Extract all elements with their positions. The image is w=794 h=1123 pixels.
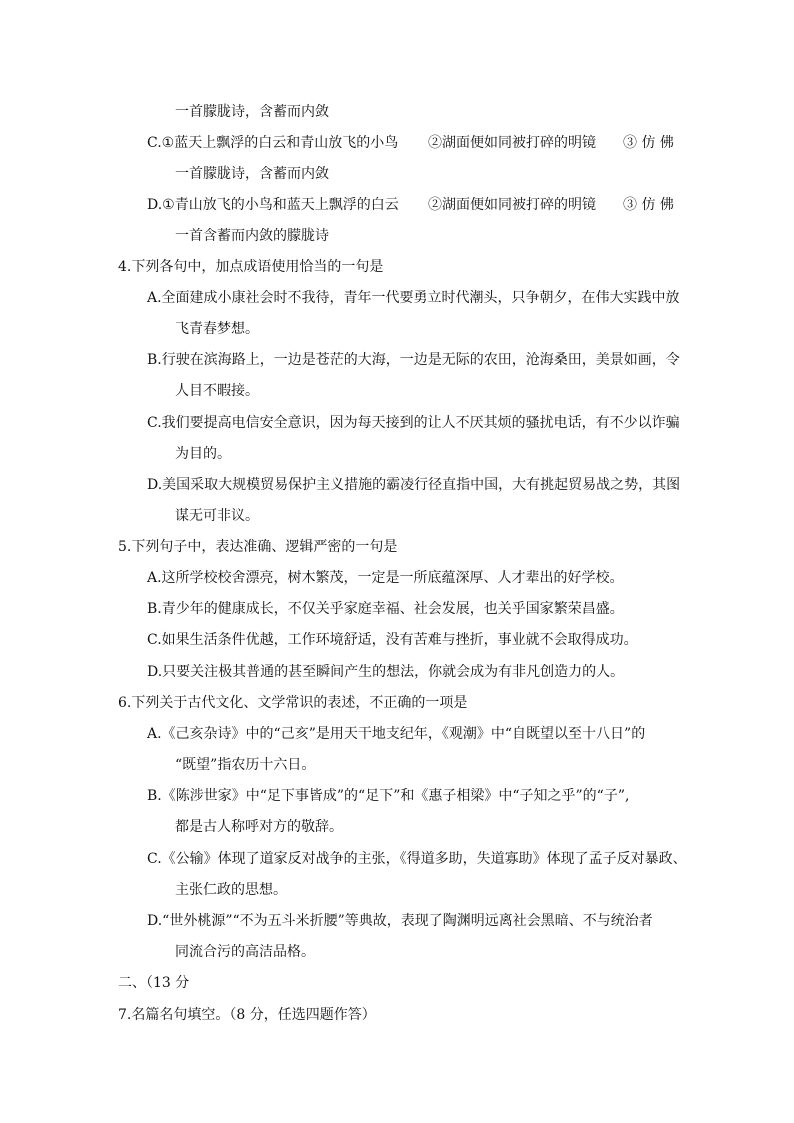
q6-option-c-line2: 主张仁政的思想。	[175, 882, 287, 898]
q6-option-d-line2: 同流合污的高洁品格。	[175, 944, 315, 960]
q3-d-part1: D.①青山放飞的小鸟和蓝天上飘浮的白云	[147, 197, 399, 213]
q4-option-d-line1: D.美国采取大规模贸易保护主义措施的霸凌行径直指中国，大有挑起贸易战之势，其图	[147, 477, 681, 493]
q3-c-part2: ②湖面便如同被打碎的明镜	[428, 135, 596, 151]
q5-stem: 5.下列句子中，表达准确、逻辑严密的一句是	[118, 539, 398, 555]
q4-option-b-line1: B.行驶在滨海路上，一边是苍茫的大海，一边是无际的农田，沧海桑田，美景如画，令	[147, 352, 680, 368]
q6-stem: 6.下列关于古代文化、文学常识的表述，不正确的一项是	[118, 695, 468, 711]
q5-option-d: D.只要关注极其普通的甚至瞬间产生的想法，你就会成为有非凡创造力的人。	[147, 664, 625, 680]
section-2-title: 二、（13 分	[118, 975, 190, 991]
q3-d-part2: ②湖面便如同被打碎的明镜	[428, 197, 596, 213]
q4-option-b-line2: 人目不暇接。	[175, 383, 259, 399]
q6-option-b-line1: B.《陈涉世家》中“足下事皆成”的“足下”和《惠子相梁》中“子知之乎”的“子”,	[147, 788, 630, 804]
q5-option-c: C.如果生活条件优越，工作环境舒适，没有苦难与挫折，事业就不会取得成功。	[147, 632, 638, 648]
q4-stem: 4.下列各句中，加点成语使用恰当的一句是	[118, 259, 384, 275]
q3-d-continuation: 一首含蓄而内敛的朦胧诗	[175, 228, 329, 244]
q4-option-c-line2: 为目的。	[175, 446, 231, 462]
q6-option-c-line1: C.《公输》体现了道家反对战争的主张，《得道多助，失道寡助》体现了孟子反对暴政、	[147, 851, 687, 867]
q3-c-part1: C.①蓝天上飘浮的白云和青山放飞的小鸟	[147, 135, 399, 151]
q7-stem: 7.名篇名句填空。（8 分，任选四题作答）	[118, 1007, 376, 1023]
q3-d-part3: ③ 仿 佛	[623, 197, 674, 213]
q6-option-b-line2: 都是古人称呼对方的敬辞。	[175, 819, 343, 835]
q4-option-c-line1: C.我们要提高电信安全意识，因为每天接到的让人不厌其烦的骚扰电话，有不少以诈骗	[147, 415, 680, 431]
q4-option-a-line1: A.全面建成小康社会时不我待，青年一代要勇立时代潮头，只争朝夕，在伟大实践中放	[147, 290, 680, 306]
q5-option-a: A.这所学校校舍漂亮，树木繁茂，一定是一所底蕴深厚、人才辈出的好学校。	[147, 570, 624, 586]
q3-option-b-continuation: 一首朦胧诗，含蓄而内敛	[175, 104, 329, 120]
q5-option-b: B.青少年的健康成长，不仅关乎家庭幸福、社会发展，也关乎国家繁荣昌盛。	[147, 601, 624, 617]
q4-option-d-line2: 谋无可非议。	[175, 508, 259, 524]
q4-option-a-line2: 飞青春梦想。	[175, 321, 259, 337]
q3-c-continuation: 一首朦胧诗，含蓄而内敛	[175, 166, 329, 182]
q6-option-d-line1: D.“世外桃源”“不为五斗米折腰”等典故，表现了陶渊明远离社会黑暗、不与统治者	[147, 913, 653, 929]
q6-option-a-line2: “既望”指农历十六日。	[175, 757, 316, 773]
q6-option-a-line1: A.《己亥杂诗》中的“己亥”是用天干地支纪年，《观潮》中“自既望以至十八日”的	[147, 726, 646, 742]
q3-c-part3: ③ 仿 佛	[623, 135, 674, 151]
